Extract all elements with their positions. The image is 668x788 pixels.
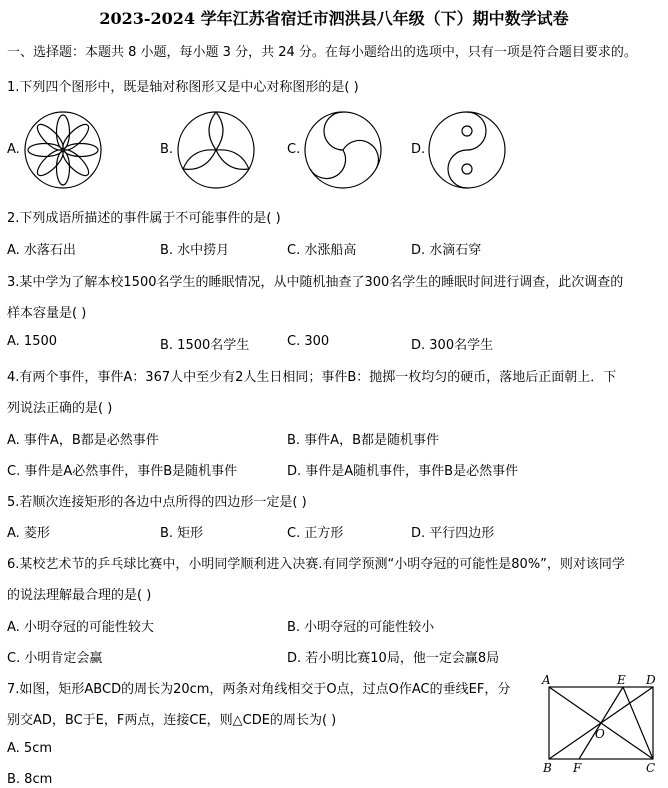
q4-option-b: B. 事件A，B都是随机事件: [287, 433, 439, 448]
question-7-stem-line2: 别交AD，BC于E，F两点，连接CE，则△CDE的周长为( ): [7, 713, 337, 728]
q3-option-a: A. 1500: [7, 334, 58, 349]
q5-option-c: C. 正方形: [287, 526, 344, 541]
q3-option-d: D. 300名学生: [411, 338, 494, 353]
q1-figure-c-swirl: [303, 110, 383, 190]
q1-option-b-label: B.: [160, 142, 174, 157]
q3-option-b: B. 1500名学生: [160, 338, 250, 353]
q1-figure-d-yinyang: [427, 110, 507, 190]
question-1-stem: 1.下列四个图形中，既是轴对称图形又是中心对称图形的是( ): [7, 80, 359, 95]
q2-option-c: C. 水涨船高: [287, 243, 357, 258]
q1-figure-a-flower: [23, 110, 103, 190]
q7-option-b: B. 8cm: [7, 772, 53, 787]
label-D: D: [646, 673, 656, 687]
section-heading: 一、选择题：本题共 8 小题，每小题 3 分，共 24 分。在每小题给出的选项中，只有一项是符合题目要求的。: [7, 45, 637, 60]
label-F: F: [573, 761, 582, 775]
label-A: A: [542, 673, 551, 687]
q4-option-a: A. 事件A，B都是必然事件: [7, 433, 159, 448]
question-2-stem: 2.下列成语所描述的事件属于不可能事件的是( ): [7, 211, 281, 226]
question-6-stem-line1: 6.某校艺术节的乒乓球比赛中，小明同学顺利进入决赛.有同学预测“小明夺冠的可能性是80%”，则对该同学: [7, 557, 625, 572]
q6-option-b: B. 小明夺冠的可能性较小: [287, 620, 435, 635]
q7-option-a: A. 5cm: [7, 741, 53, 756]
question-7-stem-line1: 7.如图，矩形ABCD的周长为20cm，两条对角线相交于O点，过点O作AC的垂线EF，分: [7, 682, 511, 697]
q1-option-c-label: C.: [287, 142, 301, 157]
q3-option-c: C. 300: [287, 334, 330, 349]
label-B: B: [543, 761, 552, 775]
q5-option-a: A. 菱形: [7, 526, 50, 541]
question-3-stem-line1: 3.某中学为了解本校1500名学生的睡眠情况，从中随机抽查了300名学生的睡眠时间进行调查，此次调查的: [7, 275, 624, 290]
q1-option-a-label: A.: [7, 142, 20, 157]
q1-figure-b-trefoil: [176, 110, 256, 190]
q1-option-d-label: D.: [411, 142, 426, 157]
q4-option-c: C. 事件是A必然事件，事件B是随机事件: [7, 464, 238, 479]
label-E: E: [617, 673, 626, 687]
label-O: O: [595, 727, 605, 741]
question-4-stem-line2: 列说法正确的是( ): [7, 401, 113, 416]
page-title: 2023-2024 学年江苏省宿迁市泗洪县八年级（下）期中数学试卷: [99, 9, 569, 28]
question-6-stem-line2: 的说法理解最合理的是( ): [7, 588, 152, 603]
q6-option-a: A. 小明夺冠的可能性较大: [7, 620, 154, 635]
q4-option-d: D. 事件是A随机事件，事件B是必然事件: [287, 464, 519, 479]
question-4-stem-line1: 4.有两个事件，事件A：367人中至少有2人生日相同；事件B：抛掷一枚均匀的硬币，落地后正面朝上．下: [7, 370, 617, 385]
q2-option-d: D. 水滴石穿: [411, 243, 482, 258]
q7-rectangle-figure: [540, 674, 664, 778]
question-3-stem-line2: 样本容量是( ): [7, 306, 87, 321]
q5-option-d: D. 平行四边形: [411, 526, 495, 541]
q6-option-c: C. 小明肯定会赢: [7, 651, 103, 666]
q6-option-d: D. 若小明比赛10局，他一定会赢8局: [287, 651, 500, 666]
q2-option-a: A. 水落石出: [7, 243, 76, 258]
q2-option-b: B. 水中捞月: [160, 243, 230, 258]
label-C: C: [646, 761, 656, 775]
q5-option-b: B. 矩形: [160, 526, 204, 541]
question-5-stem: 5.若顺次连接矩形的各边中点所得的四边形一定是( ): [7, 495, 307, 510]
